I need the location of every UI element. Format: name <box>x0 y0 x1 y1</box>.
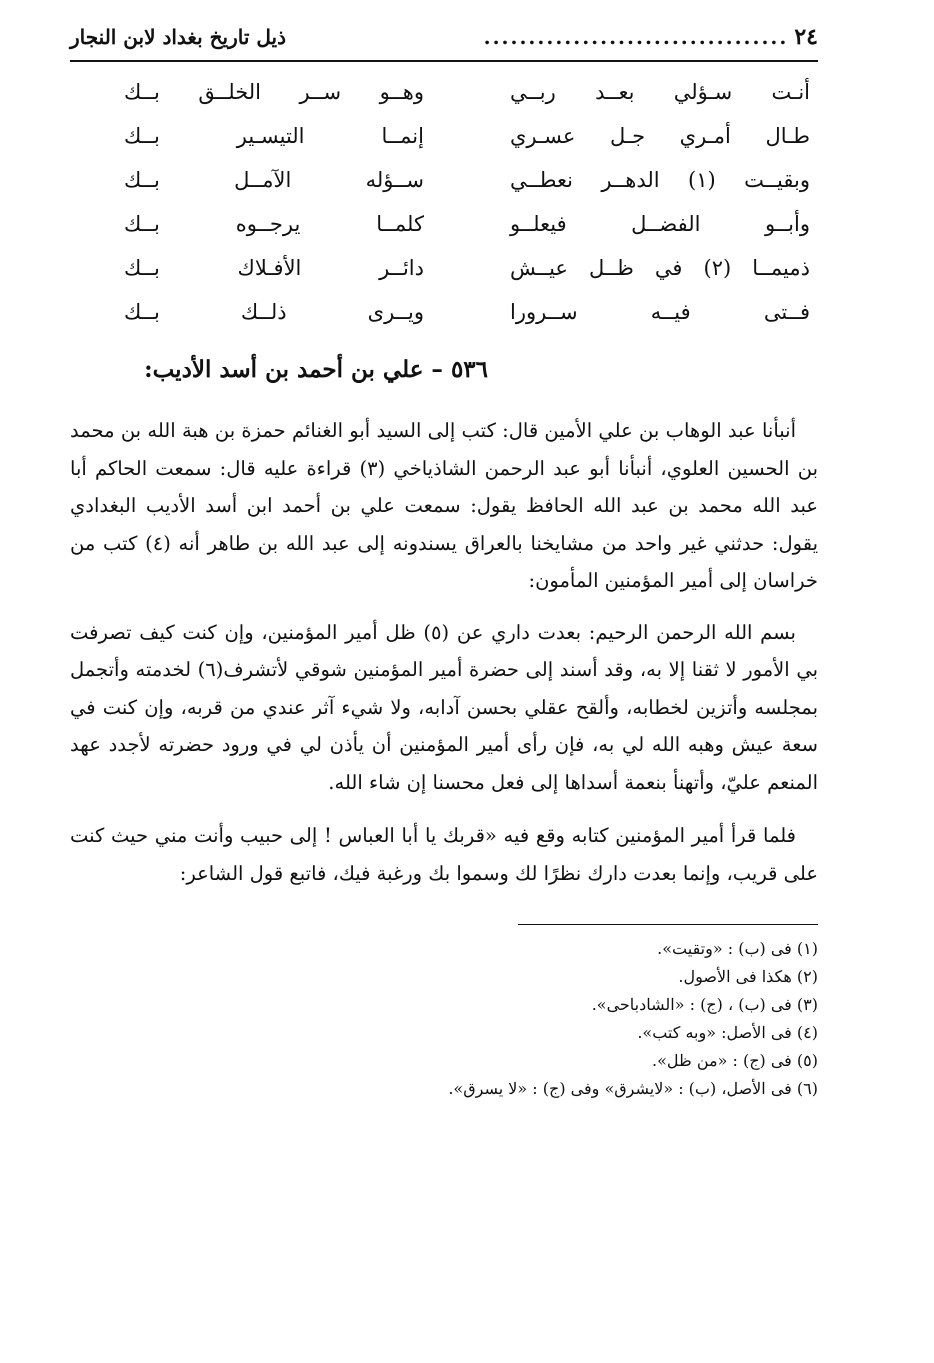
footnote: (٣) فى (ب) ، (ج) : «الشادباحى». <box>591 995 818 1014</box>
verse-first-hemistich: ذميمــا (٢) في ظــل عيــش <box>510 256 810 280</box>
verse-second-hemistich: دائــر الأفـلاك بــك <box>124 256 424 280</box>
body-paragraph: أنبأنا عبد الوهاب بن علي الأمين قال: كتب إلى السيد أبو الغنائم حمزة بن هبة الله بن محمد بن الحسين العلوي، أنبأنا أبو عبد الرحمن الشاذياخي (٣) قراءة عليه قال: سمعت الحاكم أبا عبد الله محمد بن عبد الله الحافظ يقول: سمعت علي بن أحمد ابن أسد الأديب البغدادي يقول: حدثني غير واحد من مشايخنا بالعراق يسندونه إلى عبد الله بن طاهر أنه (٤) كتب من خراسان إلى أمير المؤمنين المأمون: <box>70 419 819 592</box>
verse-second-hemistich: ســؤله الآمــل بــك <box>124 168 424 192</box>
book-title: ذيل تاريخ بغداد لابن النجار <box>70 25 286 49</box>
body-paragraph: فلما قرأ أمير المؤمنين كتابه وقع فيه «قربك يا أبا العباس ! إلى حبيب وأنت مني حيث كنت على قريب، وإنما بعدت دارك نظرًا لك وسموا بك ورغبة فيك، فاتبع قول الشاعر: <box>70 824 818 885</box>
verse-second-hemistich: كلمــا يرجــوه بــك <box>124 212 424 236</box>
book-page <box>70 24 818 1103</box>
body-paragraph: بسم الله الرحمن الرحيم: بعدت داري عن (٥) ظل أمير المؤمنين، وإن كنت كيف تصرفت بي الأمور لا ثقنا إلا به، وقد أسند إلى حضرة أمير المؤمنين شوقي لأتشرف(٦) لخدمته وأتجمل بمجلسه وأتزين لخطابه، وألقح عقلي بحسن آدابه، ولا شيء آثر عندي من قربه، وإن كنت في سعة عيش وهبه الله لي به، فإن رأى أمير المؤمنين أن يأذن لي في ورود حضرته لأجدد عهد المنعم عليّ، وأتهنأ بنعمة أسداها إلى فعل محسنا إن شاء الله. <box>70 620 819 794</box>
page-number: ٢٤ <box>794 24 818 50</box>
verse-first-hemistich: أنـت سـؤلي بعــد ربــي <box>510 80 810 104</box>
poem-verse <box>70 290 810 334</box>
footnote: (٤) فى الأصل: «وبه كتب». <box>637 1023 818 1042</box>
verse-first-hemistich: طـال أمـري جـل عسـري <box>510 124 810 148</box>
poem-verse <box>70 114 810 158</box>
footnote-divider <box>518 924 818 925</box>
verse-first-hemistich: فــتى فيــه ســرورا <box>510 300 810 324</box>
verse-first-hemistich: وأبــو الفضــل فيعلــو <box>510 212 810 236</box>
verse-second-hemistich: وهــو ســر الخلــق بــك <box>124 80 424 104</box>
footnote: (٥) فى (ج) : «من ظل». <box>652 1051 818 1070</box>
poem-verse <box>70 246 810 290</box>
footnote: (٦) فى الأصل، (ب) : «لايشرق» وفى (ج) : «لا يسرق». <box>448 1079 818 1098</box>
header-leader-dots: .................................. <box>483 25 789 49</box>
footnote: (١) فى (ب) : «وتقيت». <box>657 939 818 958</box>
poem <box>70 70 810 334</box>
footnote: (٢) هكذا فى الأصول. <box>678 967 818 986</box>
verse-second-hemistich: ويــرى ذلــك بــك <box>124 300 424 324</box>
footnotes <box>70 935 818 1103</box>
poem-verse <box>70 202 810 246</box>
entry-heading: ٥٣٦ – علي بن أحمد بن أسد الأديب: <box>144 356 488 383</box>
poem-verse <box>70 70 810 114</box>
running-header <box>70 24 818 62</box>
poem-verse <box>70 158 810 202</box>
verse-first-hemistich: وبقيــت (١) الدهــر نعطــي <box>510 168 810 192</box>
verse-second-hemistich: إنمــا التيسـير بــك <box>124 124 424 148</box>
